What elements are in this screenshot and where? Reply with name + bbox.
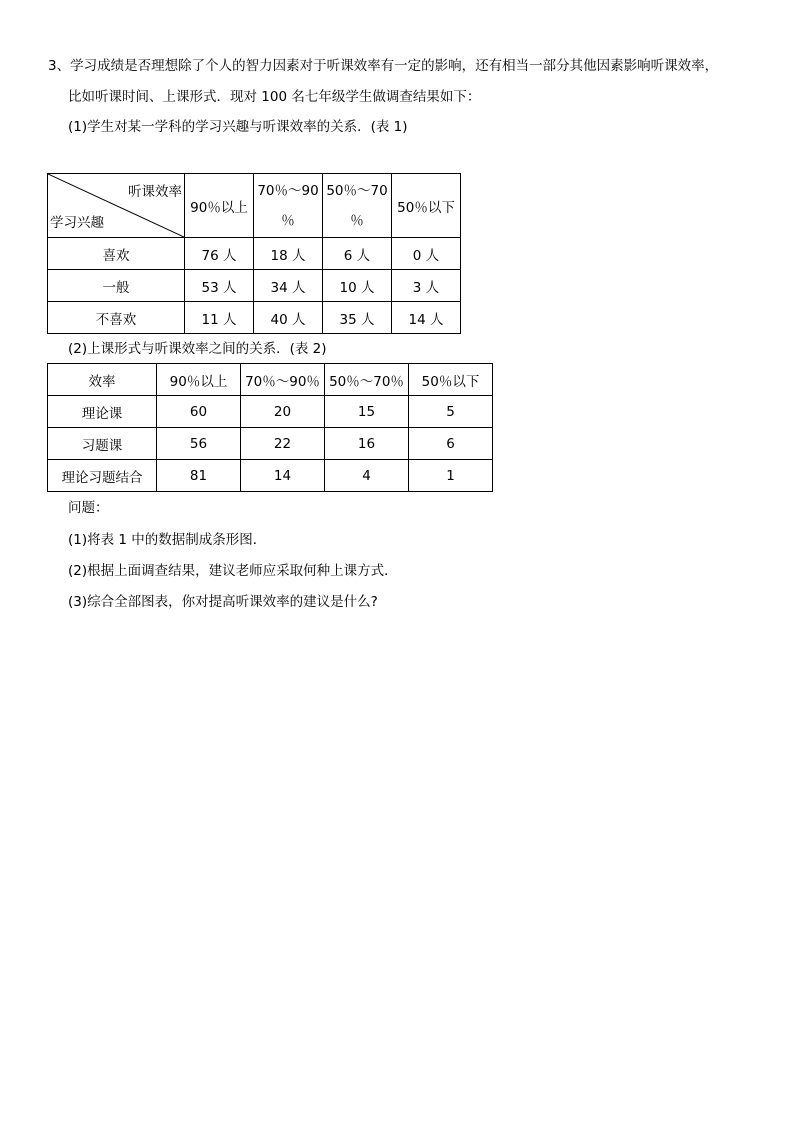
table-cell: 14 [241, 460, 325, 492]
row-label: 一般 [48, 270, 185, 302]
problem-3: (3)综合全部图表，你对提高听课效率的建议是什么? [68, 594, 378, 610]
table-row [48, 238, 461, 270]
question-line-2: 比如听课时间、上课形式．现对 100 名七年级学生做调查结果如下： [68, 89, 481, 105]
table-1-header-row [48, 174, 461, 238]
table-cell: 5 [409, 396, 493, 428]
table-2 [47, 363, 493, 492]
table-row [48, 302, 461, 334]
table-1-corner-cell [48, 174, 185, 238]
table-cell: 22 [241, 428, 325, 460]
table-cell: 4 [325, 460, 409, 492]
table-cell: 60 [157, 396, 241, 428]
table-1 [47, 173, 461, 334]
problem-2: (2)根据上面调查结果，建议老师应采取何种上课方式． [68, 563, 398, 579]
table-1-header-cell: 70％～90 ％ [254, 174, 323, 238]
table-2-header-cell: 50％～70％ [325, 364, 409, 396]
table-1-header-cell: 50％～70 ％ [323, 174, 392, 238]
table-row [48, 428, 493, 460]
table-2-header-cell: 50％以下 [409, 364, 493, 396]
table-cell: 3 人 [392, 270, 461, 302]
table-cell: 6 [409, 428, 493, 460]
question-line-1: 3、学习成绩是否理想除了个人的智力因素对于听课效率有一定的影响，还有相当一部分其他因素影响听课效率， [48, 58, 719, 74]
problem-1: (1)将表 1 中的数据制成条形图． [68, 532, 267, 548]
table-2-header-cell: 90％以上 [157, 364, 241, 396]
table-2-header-row [48, 364, 493, 396]
table-cell: 6 人 [323, 238, 392, 270]
table-cell: 35 人 [323, 302, 392, 334]
table-1-header-cell: 50％以下 [392, 174, 461, 238]
table-cell: 40 人 [254, 302, 323, 334]
table-cell: 0 人 [392, 238, 461, 270]
corner-label-efficiency: 听课效率 [128, 184, 182, 200]
table-2-header-cell: 效率 [48, 364, 157, 396]
table-cell: 76 人 [185, 238, 254, 270]
table-1-header-cell: 90％以上 [185, 174, 254, 238]
table-cell: 81 [157, 460, 241, 492]
table-cell: 56 [157, 428, 241, 460]
problems-title: 问题： [68, 500, 109, 516]
table-row [48, 270, 461, 302]
row-label: 理论习题结合 [48, 460, 157, 492]
table-cell: 34 人 [254, 270, 323, 302]
subquestion-2: (2)上课形式与听课效率之间的关系．(表 2) [68, 341, 327, 357]
table-cell: 14 人 [392, 302, 461, 334]
table-cell: 16 [325, 428, 409, 460]
table-2-header-cell: 70％～90％ [241, 364, 325, 396]
table-cell: 15 [325, 396, 409, 428]
row-label: 喜欢 [48, 238, 185, 270]
table-row [48, 460, 493, 492]
table-cell: 1 [409, 460, 493, 492]
table-cell: 53 人 [185, 270, 254, 302]
subquestion-1: (1)学生对某一学科的学习兴趣与听课效率的关系．(表 1) [68, 119, 408, 135]
corner-label-interest: 学习兴趣 [50, 215, 104, 231]
table-row [48, 396, 493, 428]
table-cell: 20 [241, 396, 325, 428]
row-label: 不喜欢 [48, 302, 185, 334]
row-label: 习题课 [48, 428, 157, 460]
table-cell: 11 人 [185, 302, 254, 334]
table-cell: 18 人 [254, 238, 323, 270]
row-label: 理论课 [48, 396, 157, 428]
table-cell: 10 人 [323, 270, 392, 302]
